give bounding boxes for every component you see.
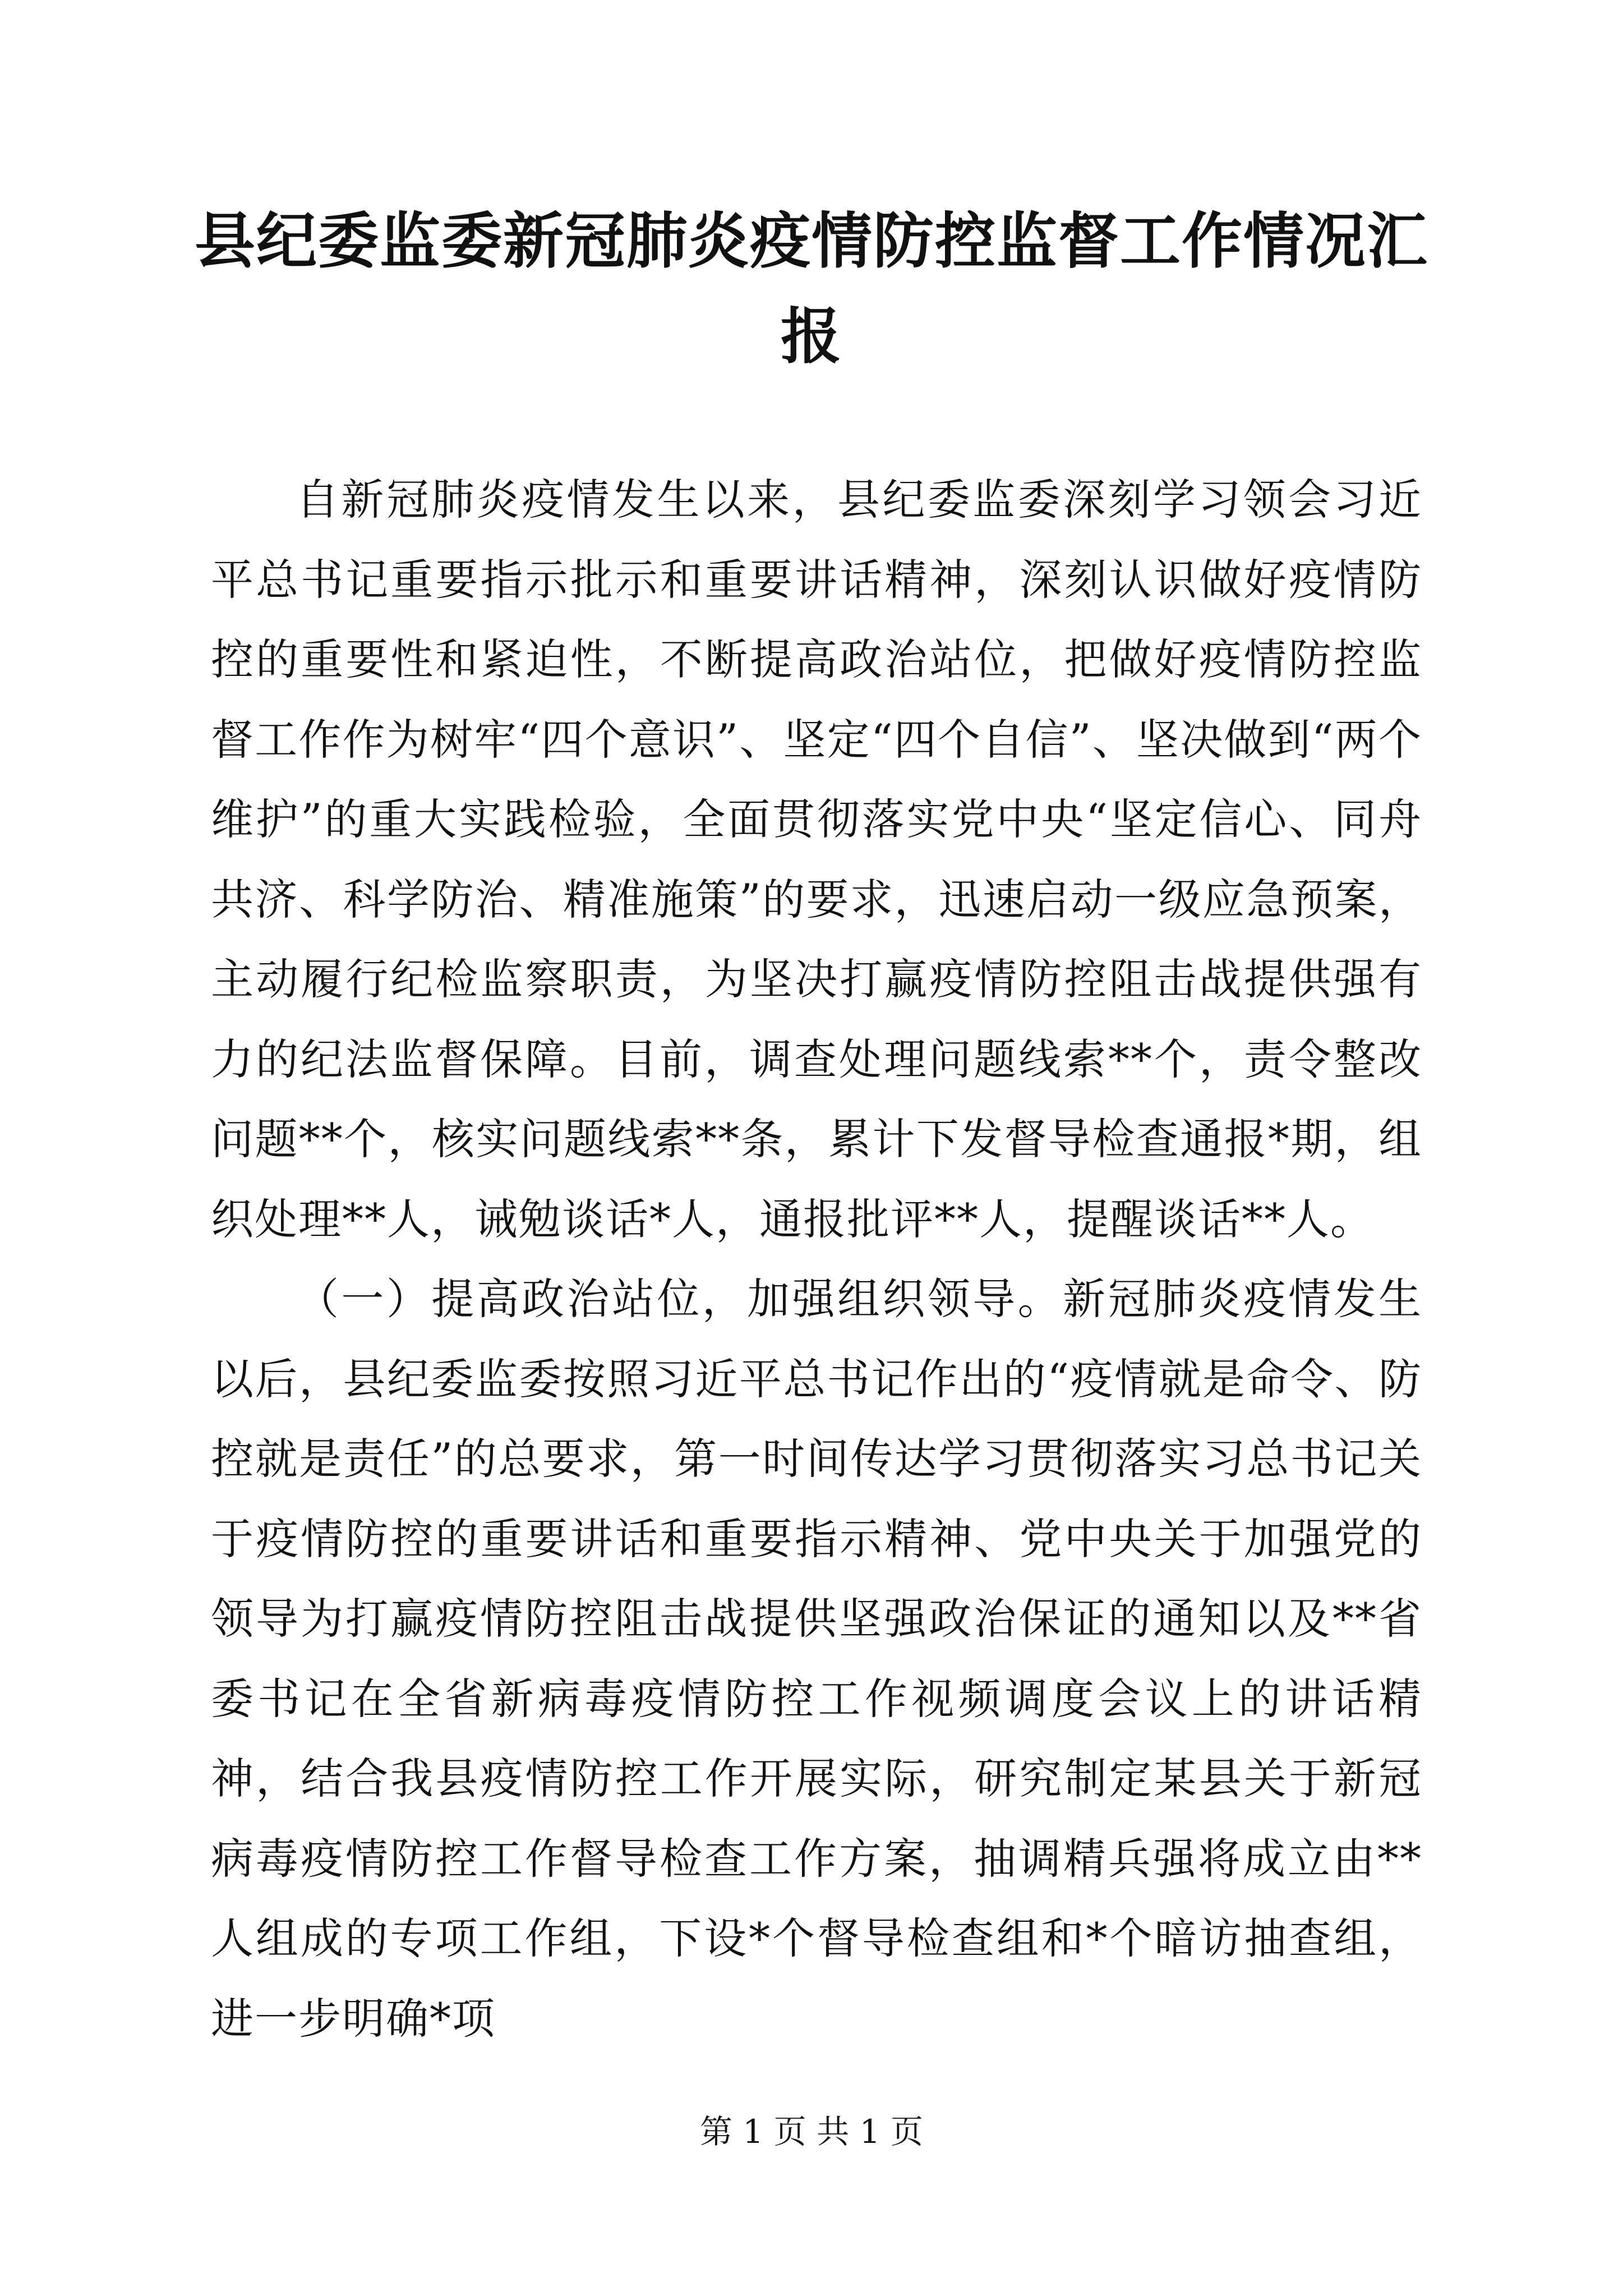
document-title: 县纪委监委新冠肺炎疫情防控监督工作情况汇报 bbox=[194, 206, 1428, 372]
paragraph-section-1: （一）提高政治站位，加强组织领导。新冠肺炎疫情发生以后，县纪委监委按照习近平总书记作出的“疫情就是命令、防控就是责任”的总要求，第一时间传达学习贯彻落实习总书记关于疫情防控的重要讲话和重要指示精神、党中央关于加强党的领导为打赢疫情防控阻击战提供坚强政治保证的通知以及**省委书记在全省新病毒疫情防控工作视频调度会议上的讲话精神，结合我县疫情防控工作开展实际，研究制定某县关于新冠病毒疫情防控工作督导检查工作方案，抽调精兵强将成立由**人组成的专项工作组，下设*个督导检查组和*个暗访抽查组，进一步明确*项 bbox=[211, 1274, 1422, 2044]
paragraph-intro: 自新冠肺炎疫情发生以来，县纪委监委深刻学习领会习近平总书记重要指示批示和重要讲话精神，深刻认识做好疫情防控的重要性和紧迫性，不断提高政治站位，把做好疫情防控监督工作作为树牢“四个意识”、坚定“四个自信”、坚决做到“两个维护”的重大实践检验，全面贯彻落实党中央“坚定信心、同舟共济、科学防治、精准施策”的要求，迅速启动一级应急预案，主动履行纪检监察职责，为坚决打赢疫情防控阻击战提供强有力的纪法监督保障。目前，调查处理问题线索**个，责令整改问题**个，核实问题线索**条，累计下发督导检查通报*期，组织处理**人，诫勉谈话*人，通报批评**人，提醒谈话**人。 bbox=[211, 475, 1422, 1244]
document-body bbox=[211, 460, 1422, 2059]
page-footer: 第 1 页 共 1 页 bbox=[700, 2113, 923, 2151]
